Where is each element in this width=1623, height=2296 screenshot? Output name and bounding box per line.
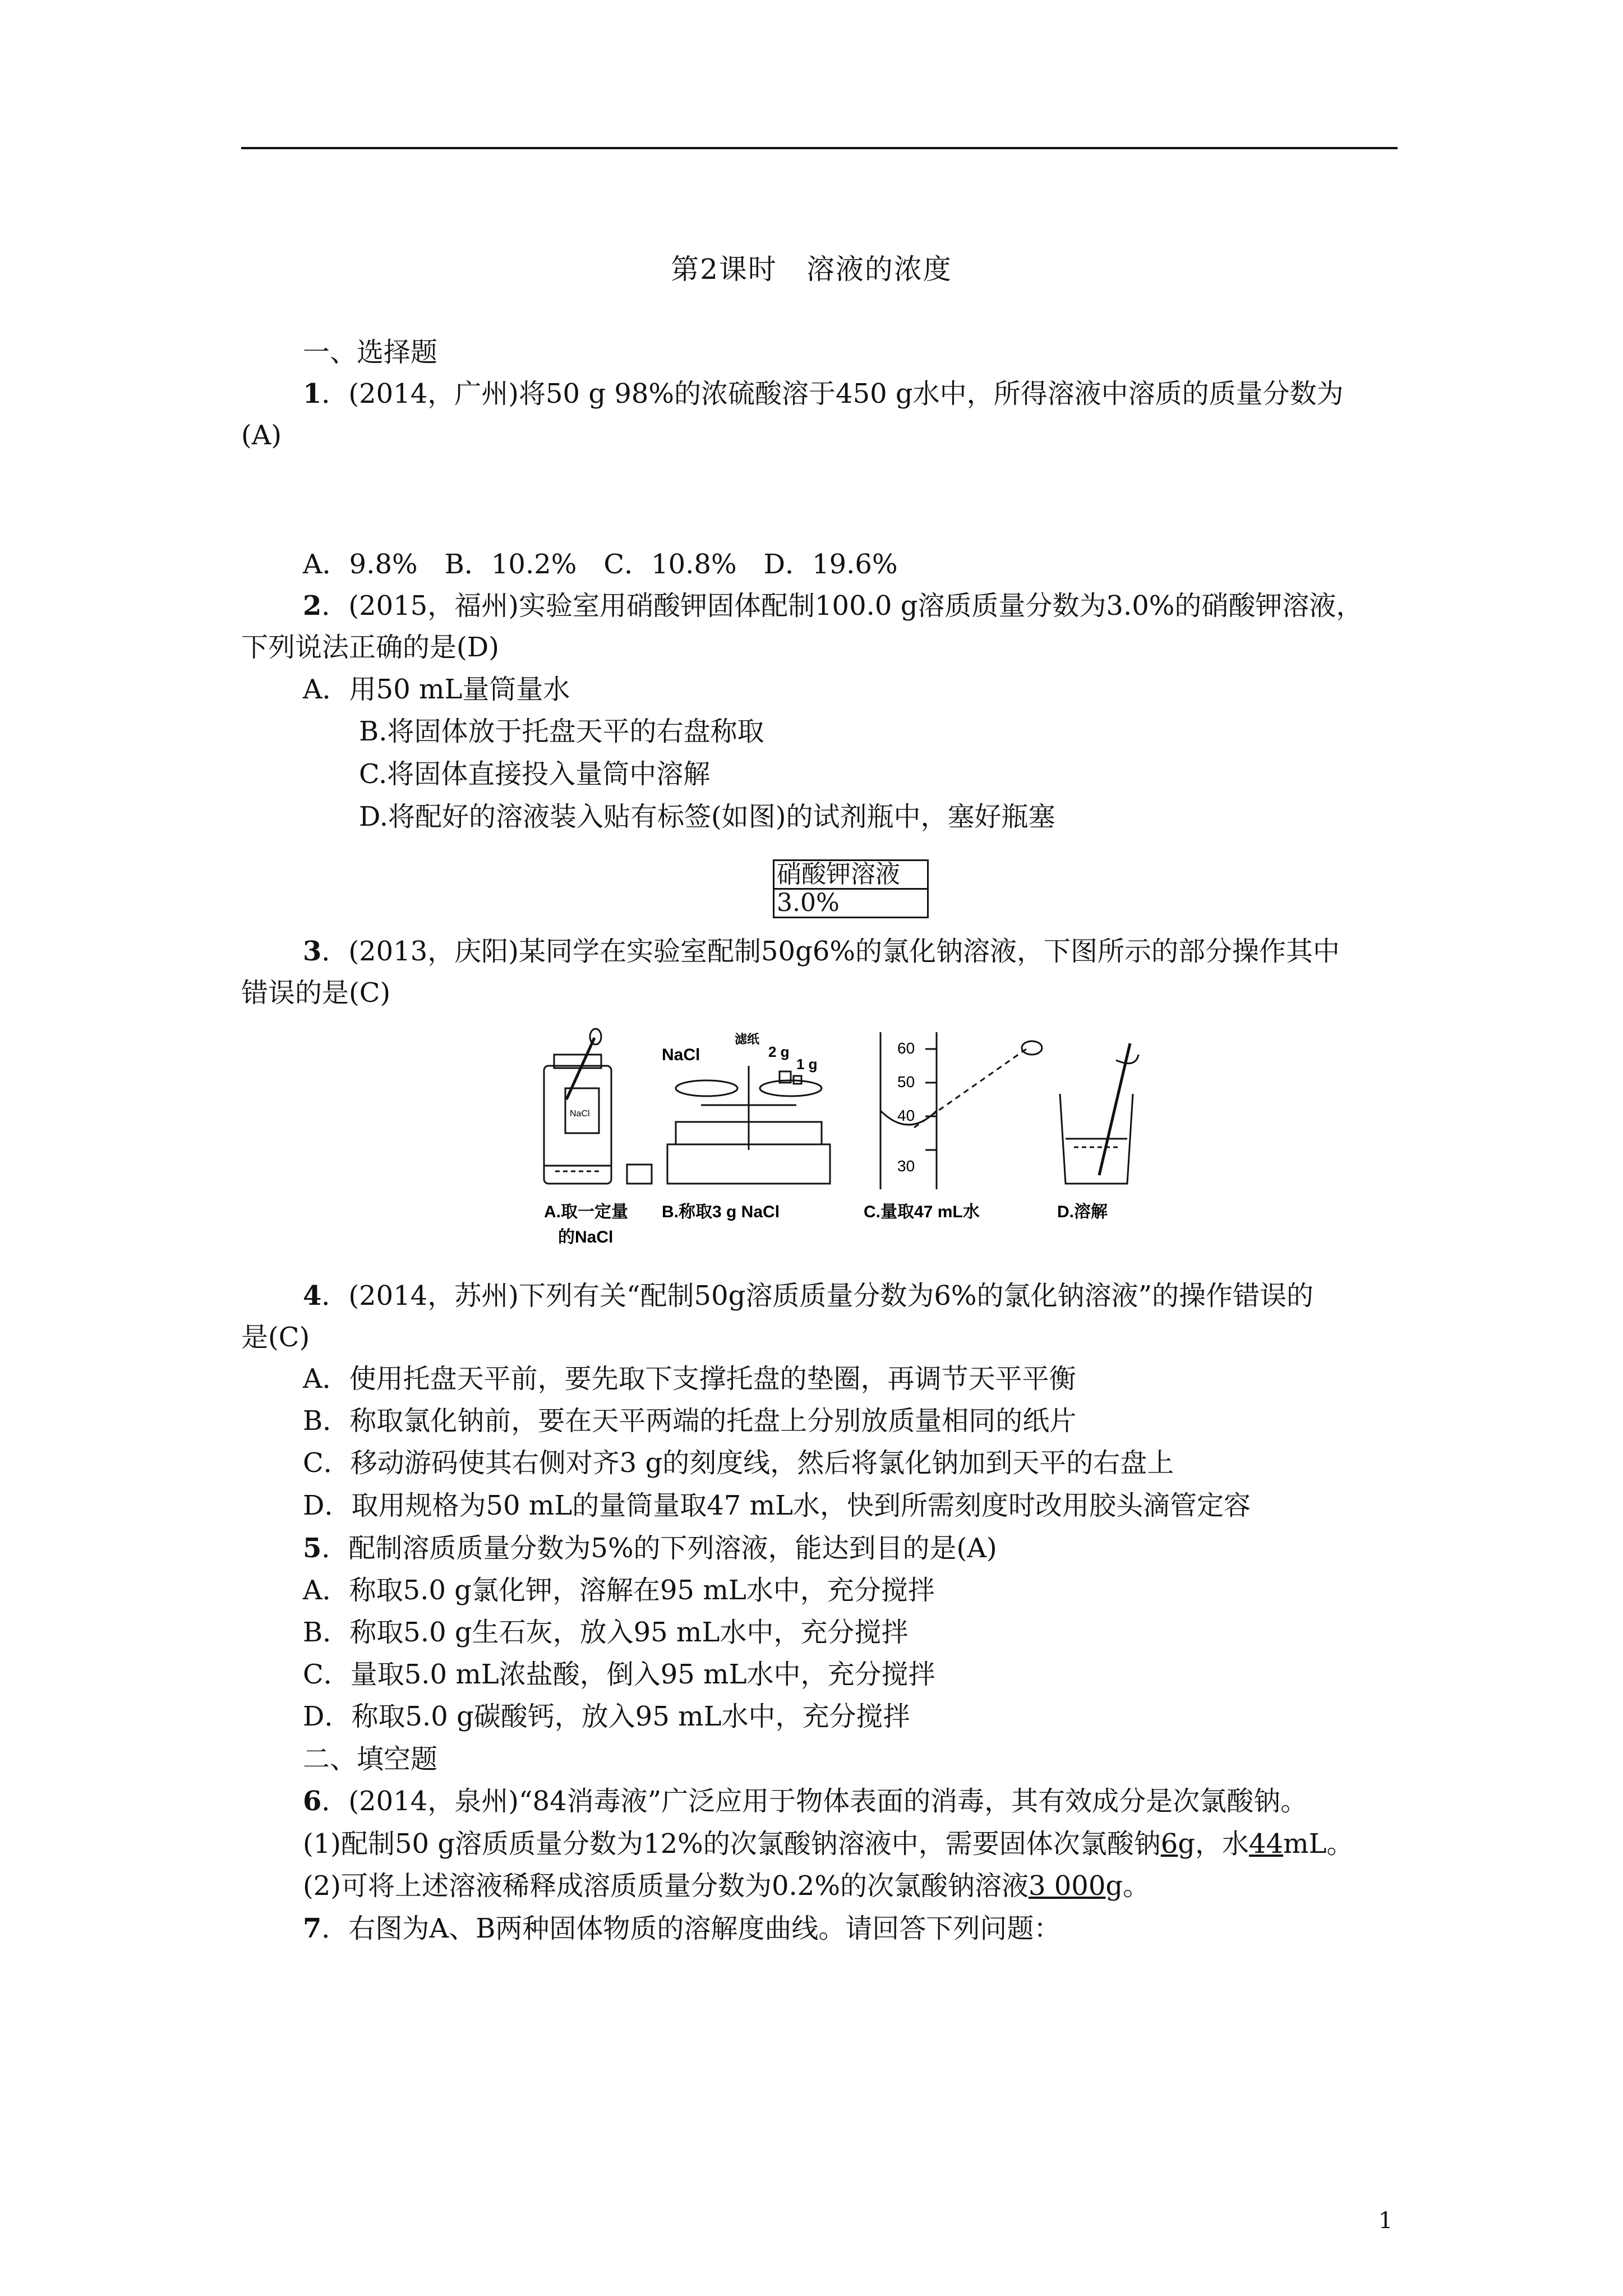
option-a: A．用50 mL量筒量水: [303, 674, 570, 705]
option-a: A．使用托盘天平前，要先取下支撑托盘的垫圈，再调节天平平衡: [303, 1363, 1076, 1395]
header-rule: [241, 147, 1398, 149]
reagent-label-name: 硝酸钾溶液: [774, 861, 927, 890]
question-number: 5: [303, 1533, 322, 1564]
part-text: g，水: [1178, 1828, 1249, 1860]
question-4: [303, 1279, 1313, 1313]
question-number: 2: [303, 590, 322, 622]
option-c: C．移动游码使其右侧对齐3 g的刻度线，然后将氯化钠加到天平的右盘上: [303, 1447, 1174, 1479]
reagent-label-value: 3.0%: [777, 889, 840, 917]
part-text: g。: [1105, 1870, 1150, 1902]
question-number: 4: [303, 1280, 322, 1312]
question-text: ．(2014，泉州)“84消毒液”广泛应用于物体表面的消毒，其有效成分是次氯酸钠。: [321, 1786, 1308, 1817]
tick-60: 60: [897, 1039, 915, 1057]
question-6-part-1: [303, 1827, 1354, 1861]
page-number: 1: [1378, 2208, 1393, 2234]
question-1-answer: (A): [241, 420, 282, 451]
part-text: (2)可将上述溶液稀释成溶质质量分数为0.2%的次氯酸钠溶液: [303, 1870, 1029, 1902]
beaker-illustration: [1060, 1043, 1138, 1184]
answer-blank: 6: [1160, 1828, 1178, 1860]
question-7: [303, 1912, 1061, 1945]
bottle-nacl-label: NaCl: [570, 1109, 590, 1119]
part-text: mL。: [1283, 1828, 1354, 1860]
question-1-options: A．9.8% B．10.2% C．10.8% D．19.6%: [303, 549, 898, 580]
question-3-text-cont: 错误的是(C): [241, 977, 391, 1009]
question-number: 7: [303, 1913, 322, 1944]
experiment-figure: [533, 1027, 1161, 1262]
option-b: B．称取氯化钠前，要在天平两端的托盘上分别放质量相同的纸片: [303, 1405, 1077, 1437]
question-3: [303, 935, 1340, 968]
question-text: ．右图为A、B两种固体物质的溶解度曲线。请回答下列问题：: [321, 1913, 1061, 1944]
caption-a-line2: 的NaCl: [558, 1228, 614, 1246]
question-5: [303, 1531, 997, 1565]
balance-illustration: [667, 1066, 830, 1184]
caption-a-line1: A.取一定量: [544, 1203, 628, 1221]
answer-blank: 3 000: [1028, 1870, 1106, 1902]
option-b: B.将固体放于托盘天平的右盘称取: [359, 716, 764, 747]
question-text: ．(2013，庆阳)某同学在实验室配制50g6%的氯化钠溶液，下图所示的部分操作其中: [321, 936, 1340, 967]
option-d: D.将配好的溶液装入贴有标签(如图)的试剂瓶中，塞好瓶塞: [359, 801, 1055, 832]
tick-30: 30: [897, 1157, 915, 1175]
option-d: D．称取5.0 g碳酸钙，放入95 mL水中，充分搅拌: [303, 1701, 910, 1732]
question-number: 3: [303, 936, 322, 967]
option-b: B．称取5.0 g生石灰，放入95 mL水中，充分搅拌: [303, 1617, 909, 1648]
question-text: ．(2014，广州)将50 g 98%的浓硫酸溶于450 g水中，所得溶液中溶质的质量分数为: [321, 378, 1344, 409]
option-c: C.将固体直接投入量筒中溶解: [359, 758, 711, 790]
part-text: (1)配制50 g溶质质量分数为12%的次氯酸钠溶液中，需要固体次氯酸钠: [303, 1828, 1161, 1860]
question-2: [303, 589, 1363, 623]
section-heading-choice: 一、选择题: [303, 337, 438, 368]
weight-1g-label: 1 g: [796, 1056, 818, 1073]
question-2-text-cont: 下列说法正确的是(D): [241, 632, 499, 663]
weight-2g-label: 2 g: [768, 1043, 790, 1060]
question-text: ．配制溶质质量分数为5%的下列溶液，能达到目的是(A): [321, 1533, 997, 1564]
balance-nacl-label: NaCl: [662, 1046, 700, 1064]
option-a: A．称取5.0 g氯化钾，溶解在95 mL水中，充分搅拌: [303, 1575, 935, 1606]
question-number: 1: [303, 378, 322, 409]
answer-blank: 44: [1249, 1828, 1284, 1860]
question-text: ．(2014，苏州)下列有关“配制50g溶质质量分数为6%的氯化钠溶液”的操作错误的: [321, 1280, 1314, 1312]
tick-50: 50: [897, 1073, 915, 1091]
caption-b: B.称取3 g NaCl: [662, 1203, 780, 1221]
question-4-text-cont: 是(C): [241, 1322, 310, 1353]
question-6: [303, 1784, 1307, 1818]
section-heading-fill: 二、填空题: [303, 1743, 438, 1775]
page-title: 第2课时 溶液的浓度: [671, 253, 952, 286]
reagent-label: [773, 859, 929, 918]
question-number: 6: [303, 1786, 322, 1817]
option-d: D．取用规格为50 mL的量筒量取47 mL水，快到所需刻度时改用胶头滴管定容: [303, 1490, 1251, 1521]
caption-c: C.量取47 mL水: [864, 1203, 980, 1221]
filter-paper-label: 滤纸: [735, 1032, 760, 1046]
question-6-part-2: [303, 1869, 1150, 1903]
tick-40: 40: [897, 1107, 915, 1124]
option-c: C．量取5.0 mL浓盐酸，倒入95 mL水中，充分搅拌: [303, 1659, 935, 1690]
reagent-bottle-illustration: [544, 1029, 652, 1184]
question-1: [303, 377, 1344, 411]
question-text: ．(2015，福州)实验室用硝酸钾固体配制100.0 g溶质质量分数为3.0%的硝酸钾溶液，: [321, 590, 1363, 622]
caption-d: D.溶解: [1057, 1203, 1108, 1221]
